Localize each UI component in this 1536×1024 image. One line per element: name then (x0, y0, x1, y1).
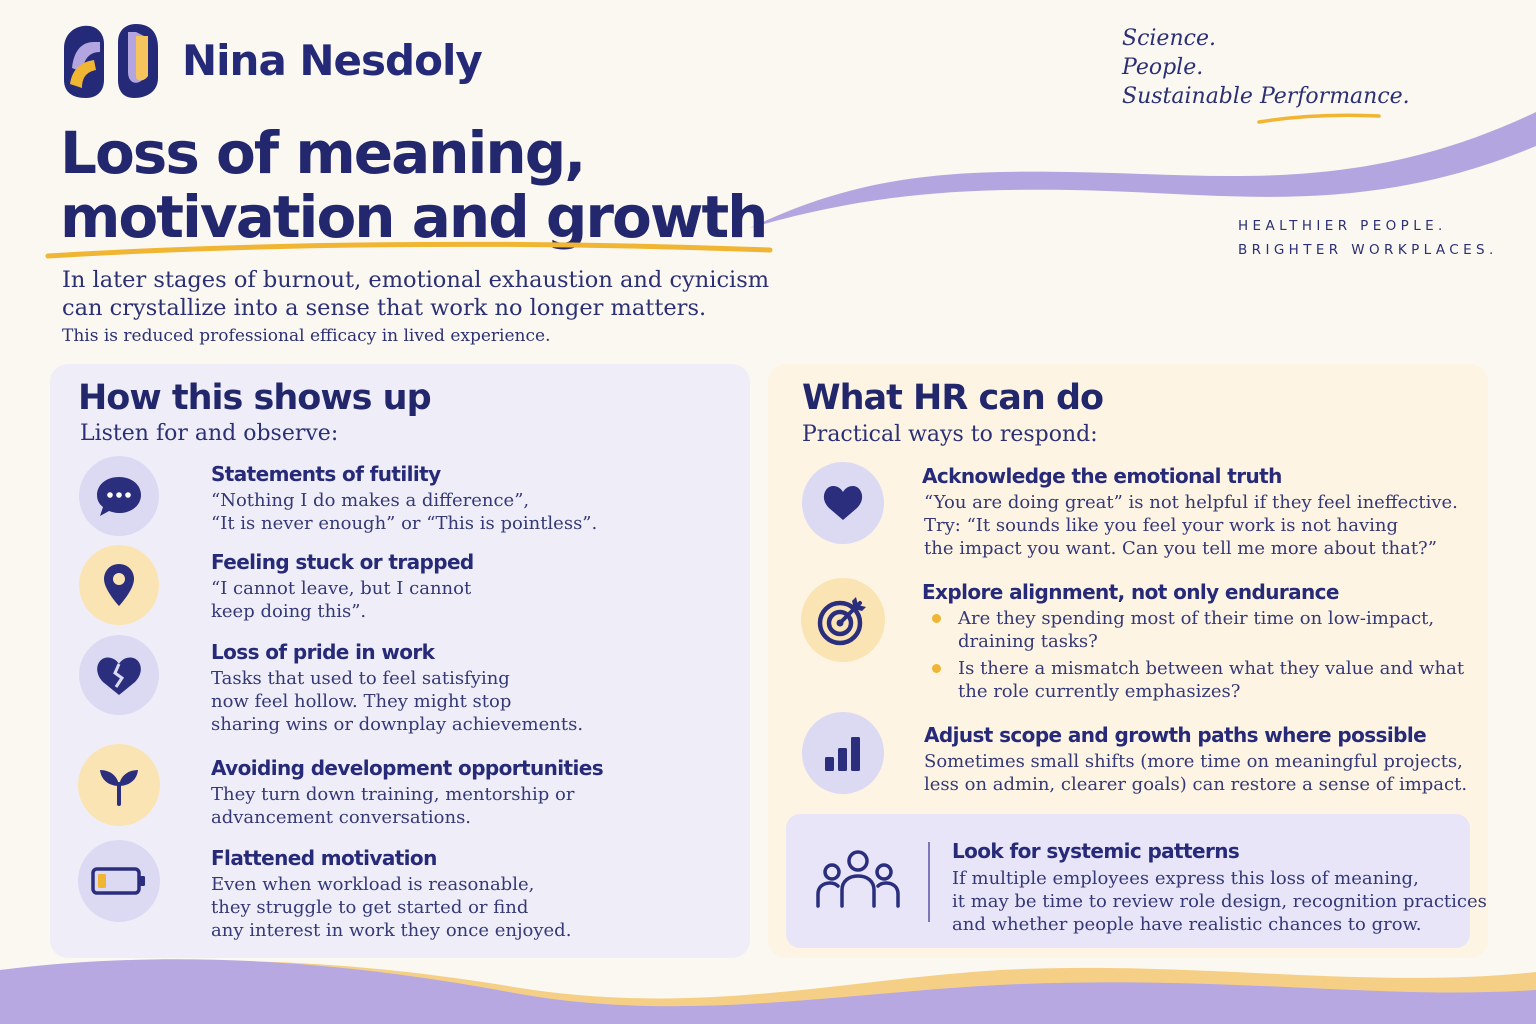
tagline-line: People. (1122, 55, 1204, 80)
intro-text: In later stages of burnout, emotional exhaustion and cynicism (62, 267, 770, 293)
item-title: Loss of pride in work (211, 640, 435, 664)
item-text: keep doing this”. (211, 601, 367, 622)
bullet-text: the role currently emphasizes? (958, 681, 1241, 702)
bar-chart-icon (802, 712, 884, 794)
page-title-line-1: Loss of meaning, (60, 119, 585, 187)
title-underline (44, 236, 774, 264)
tagline-line: Sustainable Performance. (1122, 84, 1410, 109)
target-icon (801, 578, 885, 662)
intro-text: can crystallize into a sense that work no longer matters. (62, 295, 707, 321)
brand-name: Nina Nesdoly (182, 36, 482, 85)
page-title-line-2: motivation and growth (60, 183, 767, 251)
motto-line: BRIGHTER WORKPLACES. (1238, 242, 1498, 258)
item-text: If multiple employees express this loss of meaning, (952, 868, 1419, 889)
item-text: now feel hollow. They might stop (211, 691, 512, 712)
bullet-text: Is there a mismatch between what they value and what (958, 658, 1465, 679)
intro-note: This is reduced professional efficacy in lived experience. (62, 326, 551, 346)
item-title: Statements of futility (211, 462, 441, 486)
people-group-icon (814, 848, 902, 910)
item-text: “I cannot leave, but I cannot (211, 578, 472, 599)
motto-line: HEALTHIER PEOPLE. (1238, 218, 1447, 234)
item-text: Sometimes small shifts (more time on meaningful projects, (924, 751, 1463, 772)
item-text: “Nothing I do makes a difference”, (211, 490, 530, 511)
item-text: They turn down training, mentorship or (211, 784, 575, 805)
item-text: Try: “It sounds like you feel your work is not having (924, 515, 1399, 536)
broken-heart-icon (79, 635, 159, 715)
item-title: Feeling stuck or trapped (211, 550, 474, 574)
shows-up-subtitle: Listen for and observe: (80, 421, 339, 446)
item-text: Tasks that used to feel satisfying (211, 668, 510, 689)
item-text: the impact you want. Can you tell me more about that?” (924, 538, 1437, 559)
item-text: it may be time to review role design, recognition practices (952, 891, 1487, 912)
item-text: less on admin, clearer goals) can restore a sense of impact. (924, 774, 1468, 795)
hr-title: What HR can do (802, 378, 1104, 418)
item-title: Look for systemic patterns (952, 839, 1240, 863)
bullet-text: draining tasks? (958, 631, 1098, 652)
item-text: they struggle to get started or find (211, 897, 529, 918)
low-battery-icon (78, 840, 160, 922)
item-text: and whether people have realistic chances to grow. (952, 914, 1422, 935)
tagline-underline (1256, 110, 1382, 126)
tagline-line: Science. (1122, 26, 1216, 51)
sprout-icon (78, 744, 160, 826)
shows-up-title: How this shows up (78, 378, 431, 418)
item-title: Acknowledge the emotional truth (922, 464, 1282, 488)
brand-tagline (1122, 24, 1410, 111)
item-title: Adjust scope and growth paths where possible (924, 723, 1427, 747)
map-pin-icon (79, 545, 159, 625)
item-title: Explore alignment, not only endurance (922, 580, 1339, 604)
bullet-dot (932, 664, 941, 673)
item-text: Even when workload is reasonable, (211, 874, 535, 895)
divider (928, 842, 930, 922)
item-text: “You are doing great” is not helpful if they feel ineffective. (924, 492, 1458, 513)
item-title: Flattened motivation (211, 846, 437, 870)
item-text: “It is never enough” or “This is pointless”. (211, 513, 598, 534)
item-text: sharing wins or downplay achievements. (211, 714, 584, 735)
bullet-text: Are they spending most of their time on low-impact, (958, 608, 1435, 629)
item-text: advancement conversations. (211, 807, 472, 828)
hr-subtitle: Practical ways to respond: (802, 422, 1098, 447)
heart-icon (802, 462, 884, 544)
bullet-dot (932, 614, 941, 623)
brand-logo-icon (56, 22, 164, 100)
decorative-wave-bottom (0, 950, 1536, 1024)
item-title: Avoiding development opportunities (211, 756, 604, 780)
item-text: any interest in work they once enjoyed. (211, 920, 572, 941)
speech-bubble-icon (79, 456, 159, 536)
